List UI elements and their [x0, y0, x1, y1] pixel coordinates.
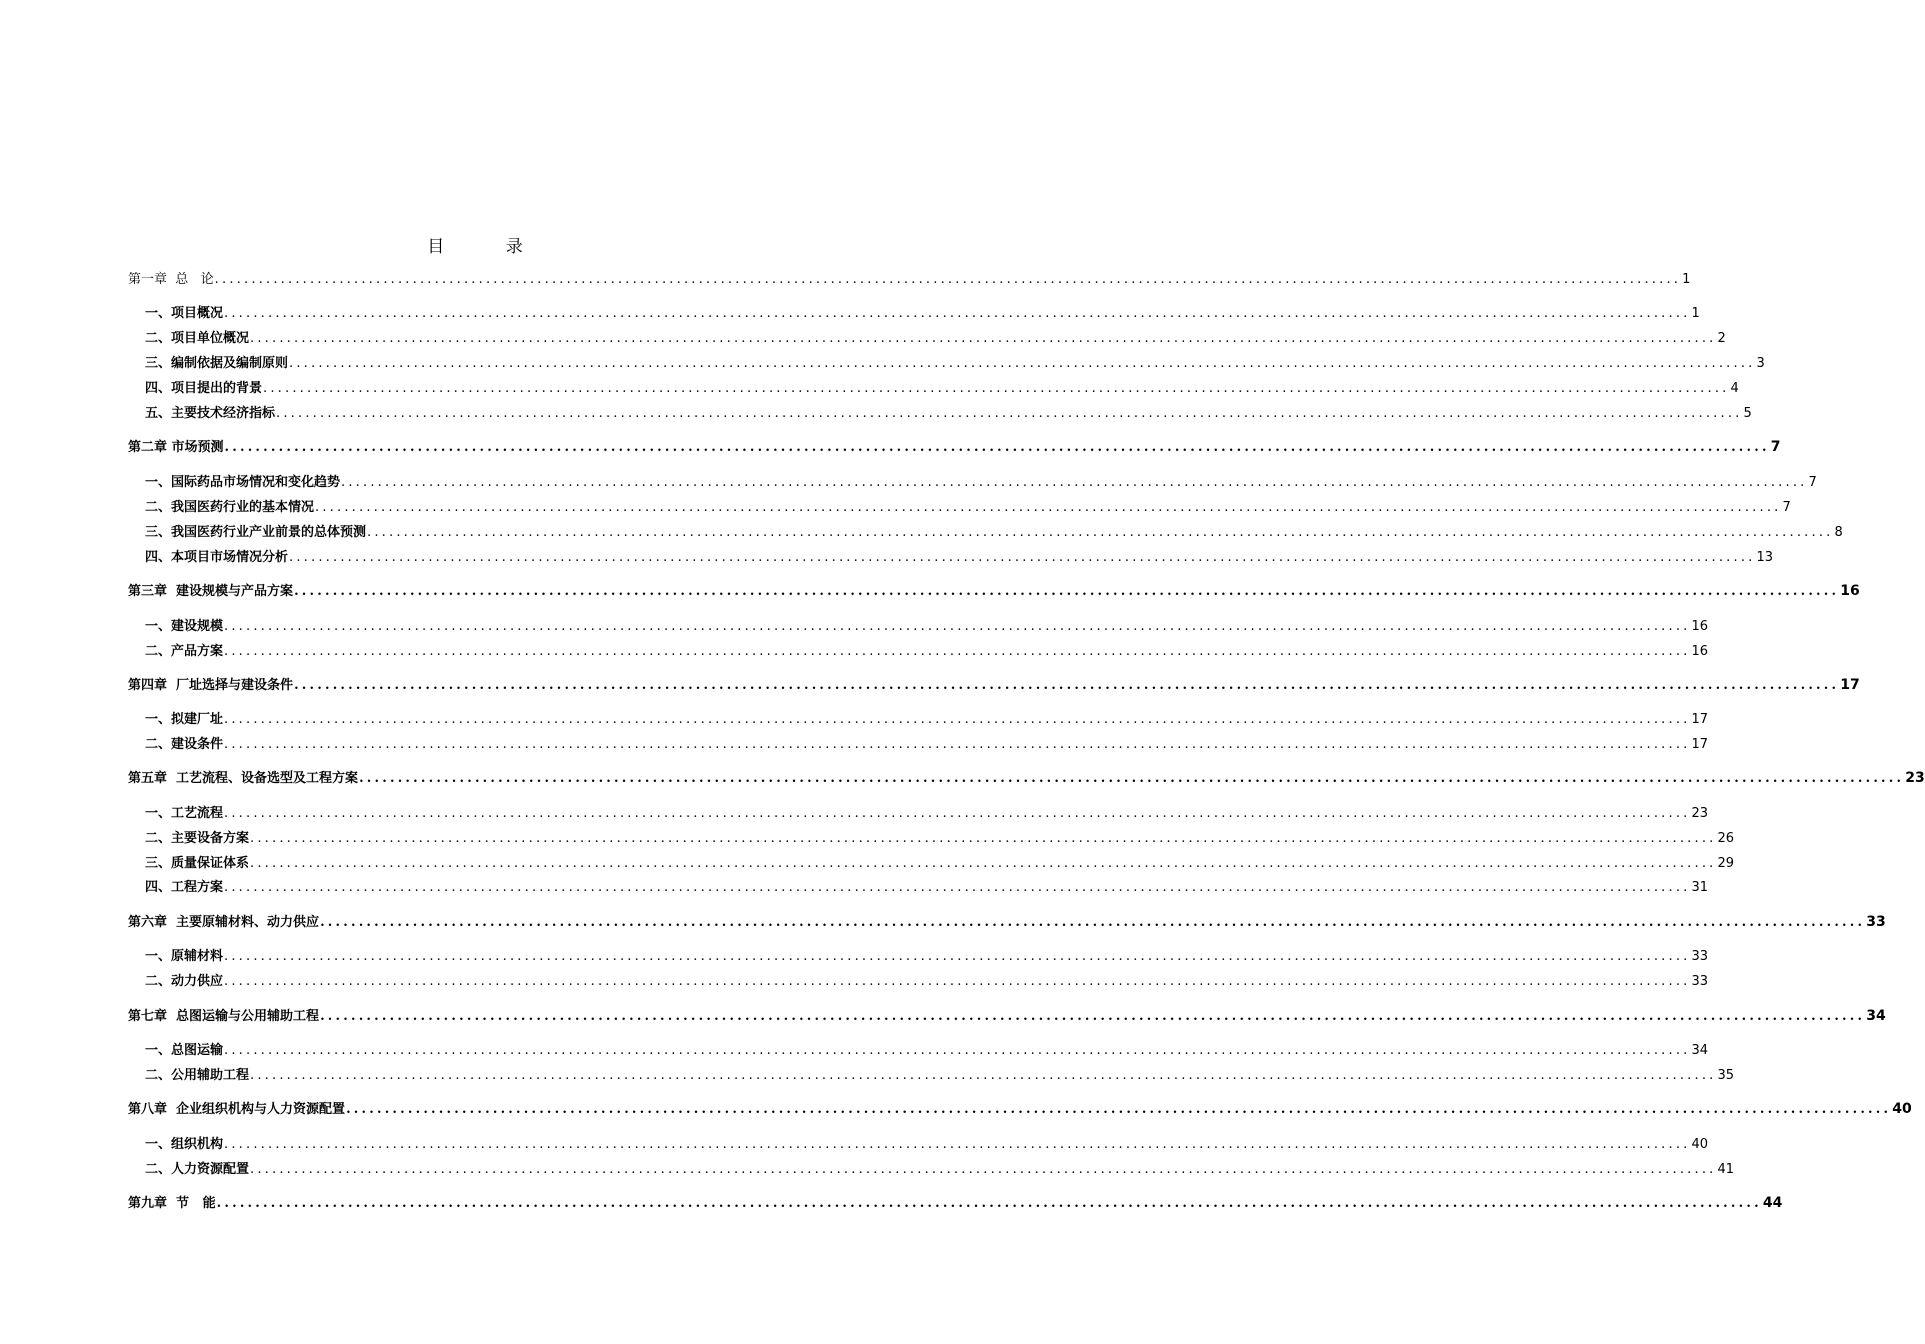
toc-leader-dots: ........................................................................................................................................................................................................	[289, 550, 1756, 565]
toc-section-entry[interactable]	[145, 802, 1709, 824]
toc-entry-label: 一、项目概况	[145, 306, 224, 321]
toc-entry-label: 一、国际药品市场情况和变化趋势	[145, 475, 341, 490]
toc-page-number: 23	[1905, 770, 1925, 786]
toc-page-number: 16	[1840, 583, 1860, 599]
toc-page-number: 8	[1834, 525, 1843, 540]
toc-entry-label: 三、我国医药行业产业前景的总体预测	[145, 525, 367, 540]
toc-entry-label: 第五章 工艺流程、设备选型及工程方案	[128, 771, 359, 786]
toc-leader-dots: ........................................................................................................................................................................................................	[224, 306, 1691, 321]
toc-leader-dots: ........................................................................................................................................................................................................	[250, 331, 1717, 346]
toc-chapter-entry[interactable]	[128, 1098, 1912, 1120]
toc-page-number: 23	[1691, 806, 1709, 821]
toc-entry-label: 一、工艺流程	[145, 806, 224, 821]
toc-leader-dots: ........................................................................................................................................................................................................	[224, 712, 1691, 727]
toc-page-number: 34	[1866, 1008, 1886, 1024]
toc-entry-label: 二、项目单位概况	[145, 331, 250, 346]
toc-entry-label: 一、原辅材料	[145, 949, 224, 964]
toc-page-number: 33	[1866, 914, 1886, 930]
toc-chapter-entry[interactable]	[128, 436, 1781, 458]
toc-leader-dots: ........................................................................................................................................................................................................	[224, 619, 1691, 634]
toc-section-entry[interactable]	[145, 521, 1843, 543]
toc-entry-label: 四、项目提出的背景	[145, 381, 263, 396]
toc-entry-label: 第九章 节 能	[128, 1196, 216, 1211]
toc-leader-dots: ........................................................................................................................................................................................................	[224, 440, 1770, 455]
toc-section-entry[interactable]	[145, 327, 1726, 349]
toc-entry-label: 二、产品方案	[145, 644, 224, 659]
toc-section-entry[interactable]	[145, 945, 1709, 967]
toc-page-number: 26	[1717, 831, 1735, 846]
toc-leader-dots: ........................................................................................................................................................................................................	[214, 272, 1682, 287]
toc-page-number: 29	[1717, 856, 1735, 871]
toc-entry-label: 二、公用辅助工程	[145, 1068, 250, 1083]
toc-entry-label: 第四章 厂址选择与建设条件	[128, 678, 294, 693]
toc-chapter-entry[interactable]	[128, 767, 1925, 789]
toc-page-number: 17	[1840, 677, 1860, 693]
toc-entry-label: 二、建设条件	[145, 737, 224, 752]
toc-title: 目 录	[427, 237, 551, 257]
toc-leader-dots: ........................................................................................................................................................................................................	[250, 1068, 1717, 1083]
toc-leader-dots: ........................................................................................................................................................................................................	[367, 525, 1834, 540]
toc-page-number: 33	[1691, 949, 1709, 964]
toc-page-number: 2	[1717, 331, 1726, 346]
toc-chapter-entry[interactable]	[128, 1005, 1886, 1027]
toc-leader-dots: ........................................................................................................................................................................................................	[216, 1196, 1762, 1211]
toc-section-entry[interactable]	[145, 827, 1735, 849]
toc-chapter-entry[interactable]	[128, 911, 1886, 933]
toc-leader-dots: ........................................................................................................................................................................................................	[320, 1009, 1866, 1024]
toc-chapter-entry[interactable]	[128, 268, 1691, 290]
toc-leader-dots: ........................................................................................................................................................................................................	[289, 356, 1756, 371]
toc-page-number: 16	[1691, 619, 1709, 634]
toc-page-number: 17	[1691, 712, 1709, 727]
toc-entry-label: 第三章 建设规模与产品方案	[128, 584, 294, 599]
toc-section-entry[interactable]	[145, 471, 1817, 493]
toc-leader-dots: ........................................................................................................................................................................................................	[250, 856, 1717, 871]
toc-entry-label: 一、建设规模	[145, 619, 224, 634]
toc-section-entry[interactable]	[145, 377, 1739, 399]
toc-section-entry[interactable]	[145, 708, 1709, 730]
toc-section-entry[interactable]	[145, 1064, 1735, 1086]
toc-leader-dots: ........................................................................................................................................................................................................	[224, 644, 1691, 659]
toc-entry-label: 第八章 企业组织机构与人力资源配置	[128, 1102, 346, 1117]
toc-leader-dots: ........................................................................................................................................................................................................	[276, 406, 1743, 421]
toc-section-entry[interactable]	[145, 1039, 1709, 1061]
toc-page-number: 44	[1762, 1195, 1783, 1211]
toc-entry-label: 三、质量保证体系	[145, 856, 250, 871]
toc-section-entry[interactable]	[145, 1133, 1709, 1155]
toc-leader-dots: ........................................................................................................................................................................................................	[346, 1102, 1892, 1117]
toc-section-entry[interactable]	[145, 615, 1709, 637]
toc-entry-label: 四、工程方案	[145, 880, 224, 895]
toc-entry-label: 一、拟建厂址	[145, 712, 224, 727]
toc-entry-label: 五、主要技术经济指标	[145, 406, 276, 421]
toc-page-number: 3	[1756, 356, 1765, 371]
toc-section-entry[interactable]	[145, 302, 1700, 324]
toc-entry-label: 二、人力资源配置	[145, 1162, 250, 1177]
toc-section-entry[interactable]	[145, 640, 1709, 662]
toc-entry-label: 一、总图运输	[145, 1043, 224, 1058]
toc-page-number: 40	[1691, 1137, 1709, 1152]
toc-page-number: 35	[1717, 1068, 1735, 1083]
toc-page-number: 1	[1682, 272, 1691, 287]
toc-page-number: 7	[1770, 439, 1781, 455]
toc-entry-label: 三、编制依据及编制原则	[145, 356, 289, 371]
toc-chapter-entry[interactable]	[128, 580, 1860, 602]
toc-leader-dots: ........................................................................................................................................................................................................	[294, 584, 1840, 599]
toc-leader-dots: ........................................................................................................................................................................................................	[224, 1137, 1691, 1152]
toc-section-entry[interactable]	[145, 352, 1765, 374]
toc-entry-label: 第七章 总图运输与公用辅助工程	[128, 1009, 320, 1024]
toc-leader-dots: ........................................................................................................................................................................................................	[341, 475, 1808, 490]
toc-page-number: 41	[1717, 1162, 1735, 1177]
toc-section-entry[interactable]	[145, 852, 1735, 874]
toc-leader-dots: ........................................................................................................................................................................................................	[224, 974, 1691, 989]
toc-page-number: 7	[1808, 475, 1817, 490]
toc-section-entry[interactable]	[145, 496, 1791, 518]
toc-section-entry[interactable]	[145, 970, 1709, 992]
toc-page-number: 17	[1691, 737, 1709, 752]
toc-page-number: 31	[1691, 880, 1709, 895]
toc-section-entry[interactable]	[145, 876, 1709, 898]
toc-leader-dots: ........................................................................................................................................................................................................	[320, 915, 1866, 930]
toc-leader-dots: ........................................................................................................................................................................................................	[224, 949, 1691, 964]
toc-section-entry[interactable]	[145, 402, 1752, 424]
toc-leader-dots: ........................................................................................................................................................................................................	[250, 831, 1717, 846]
toc-entry-label: 四、本项目市场情况分析	[145, 550, 289, 565]
toc-leader-dots: ........................................................................................................................................................................................................	[263, 381, 1730, 396]
toc-page-number: 5	[1743, 406, 1752, 421]
toc-entry-label: 第二章 市场预测	[128, 440, 224, 455]
toc-section-entry[interactable]	[145, 1158, 1735, 1180]
toc-leader-dots: ........................................................................................................................................................................................................	[224, 737, 1691, 752]
toc-page-number: 7	[1782, 500, 1791, 515]
toc-entry-label: 二、主要设备方案	[145, 831, 250, 846]
toc-entry-label: 二、动力供应	[145, 974, 224, 989]
toc-page-number: 4	[1730, 381, 1739, 396]
toc-page-number: 1	[1691, 306, 1700, 321]
toc-chapter-entry[interactable]	[128, 1192, 1783, 1214]
toc-entry-label: 二、我国医药行业的基本情况	[145, 500, 315, 515]
toc-chapter-entry[interactable]	[128, 674, 1860, 696]
toc-leader-dots: ........................................................................................................................................................................................................	[224, 880, 1691, 895]
toc-leader-dots: ........................................................................................................................................................................................................	[224, 806, 1691, 821]
toc-entry-label: 一、组织机构	[145, 1137, 224, 1152]
toc-leader-dots: ........................................................................................................................................................................................................	[224, 1043, 1691, 1058]
toc-entry-label: 第六章 主要原辅材料、动力供应	[128, 915, 320, 930]
toc-page-number: 13	[1756, 550, 1774, 565]
toc-page-number: 33	[1691, 974, 1709, 989]
toc-leader-dots: ........................................................................................................................................................................................................	[315, 500, 1782, 515]
toc-entry-label: 第一章 总 论	[128, 272, 214, 287]
toc-page-number: 16	[1691, 644, 1709, 659]
toc-leader-dots: ........................................................................................................................................................................................................	[250, 1162, 1717, 1177]
toc-leader-dots: ........................................................................................................................................................................................................	[359, 771, 1905, 786]
toc-page-number: 34	[1691, 1043, 1709, 1058]
toc-section-entry[interactable]	[145, 546, 1774, 568]
toc-section-entry[interactable]	[145, 733, 1709, 755]
toc-page-number: 40	[1892, 1101, 1912, 1117]
toc-leader-dots: ........................................................................................................................................................................................................	[294, 678, 1840, 693]
